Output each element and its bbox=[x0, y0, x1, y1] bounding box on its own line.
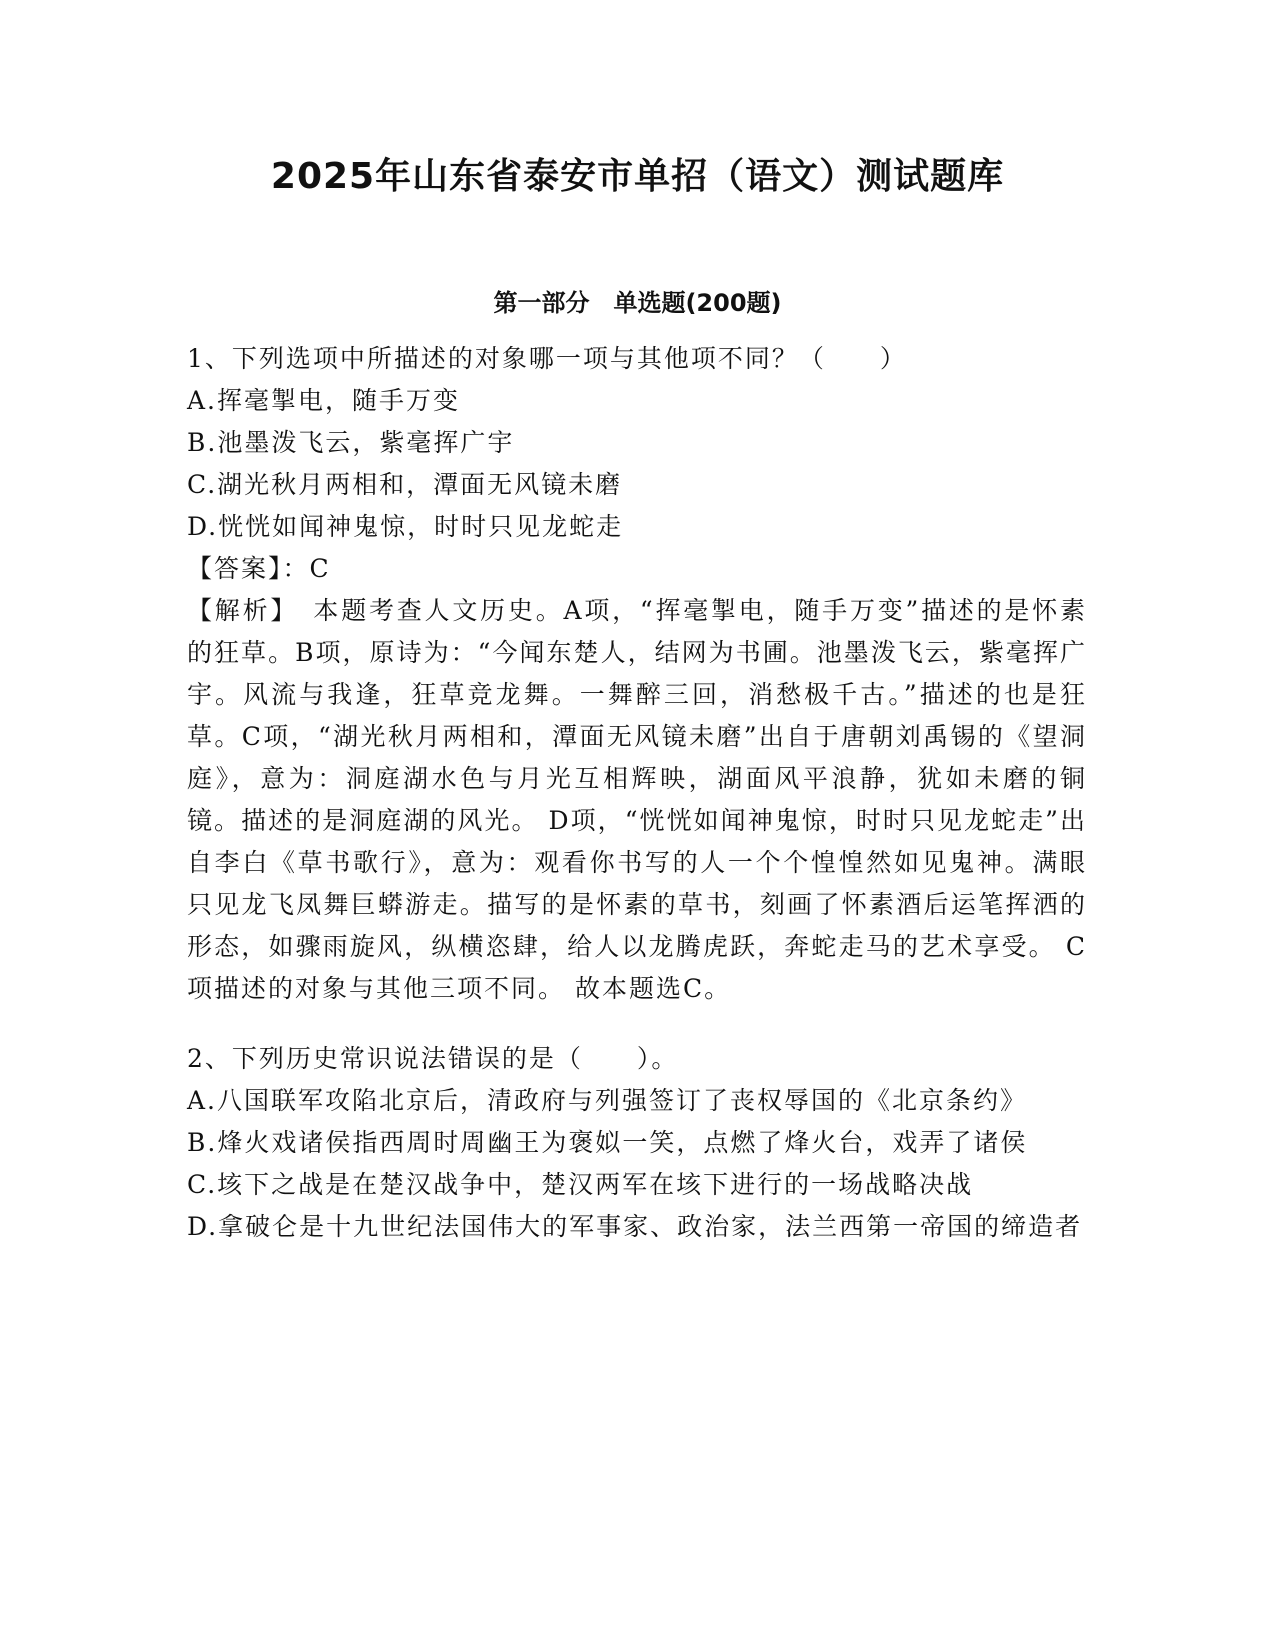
option-c: C.垓下之战是在楚汉战争中，楚汉两军在垓下进行的一场战略决战 bbox=[187, 1170, 974, 1199]
question-stem: 2、下列历史常识说法错误的是（ ）。 bbox=[187, 1044, 679, 1073]
question-item bbox=[187, 338, 1087, 1010]
question-list bbox=[187, 338, 1087, 1248]
question-stem: 1、下列选项中所描述的对象哪一项与其他项不同？（ ） bbox=[187, 344, 907, 373]
question-spacer bbox=[187, 1010, 1087, 1038]
option-d: D.恍恍如闻神鬼惊，时时只见龙蛇走 bbox=[187, 512, 624, 541]
option-b: B.池墨泼飞云，紫毫挥广宇 bbox=[187, 428, 515, 457]
option-d: D.拿破仑是十九世纪法国伟大的军事家、政治家，法兰西第一帝国的缔造者 bbox=[187, 1212, 1083, 1241]
analysis: 【解析】 本题考查人文历史。A项，“挥毫掣电，随手万变”描述的是怀素的狂草。B项，原诗为：“今闻东楚人，结网为书圃。池墨泼飞云，紫毫挥广宇。风流与我逢，狂草竞龙舞。一舞醉三回，消愁极千古。”描述的也是狂草。C项，“湖光秋月两相和，潭面无风镜未磨”出自于唐朝刘禹锡的《望洞庭》，意为：洞庭湖水色与月光互相辉映，湖面风平浪静，犹如未磨的铜镜。描述的是洞庭湖的风光。 D项，“恍恍如闻神鬼惊，时时只见龙蛇走”出自李白《草书歌行》，意为：观看你书写的人一个个惶惶然如见鬼神。满眼只见龙飞凤舞巨蟒游走。描写的是怀素的草书，刻画了怀素酒后运笔挥洒的形态，如骤雨旋风，纵横恣肆，给人以龙腾虎跃，奔蛇走马的艺术享受。 C项描述的对象与其他三项不同。 故本题选C。 bbox=[187, 596, 1087, 1003]
answer: 【答案】：C bbox=[187, 554, 331, 583]
question-item bbox=[187, 1038, 1087, 1248]
section-heading: 第一部分 单选题(200题) bbox=[493, 289, 782, 317]
option-b: B.烽火戏诸侯指西周时周幽王为褒姒一笑，点燃了烽火台，戏弄了诸侯 bbox=[187, 1128, 1028, 1157]
option-a: A.挥毫掣电，随手万变 bbox=[187, 386, 461, 415]
document-title: 2025年山东省泰安市单招（语文）测试题库 bbox=[270, 156, 1005, 197]
option-a: A.八国联军攻陷北京后，清政府与列强签订了丧权辱国的《北京条约》 bbox=[187, 1086, 1028, 1115]
option-c: C.湖光秋月两相和，潭面无风镜未磨 bbox=[187, 470, 623, 499]
